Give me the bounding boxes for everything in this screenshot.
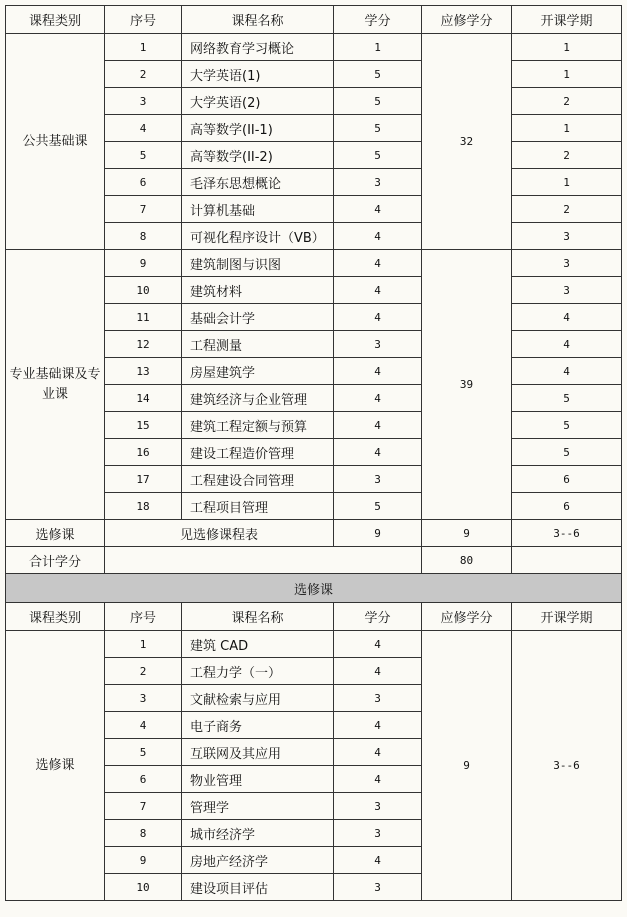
course-number: 11 <box>105 304 182 331</box>
course-credit: 3 <box>334 793 422 820</box>
course-number: 8 <box>105 223 182 250</box>
course-name: 可视化程序设计（VB） <box>182 223 334 250</box>
course-number: 8 <box>105 820 182 847</box>
course-number: 12 <box>105 331 182 358</box>
course-term: 5 <box>512 385 622 412</box>
course-name: 高等数学(II-1) <box>182 115 334 142</box>
column-header: 课程类别 <box>6 603 105 631</box>
course-name: 大学英语(2) <box>182 88 334 115</box>
column-header: 应修学分 <box>422 6 512 34</box>
course-term: 3 <box>512 223 622 250</box>
course-name: 见选修课程表 <box>105 520 334 547</box>
course-credit: 3 <box>334 331 422 358</box>
course-credit: 4 <box>334 658 422 685</box>
course-number: 18 <box>105 493 182 520</box>
course-name: 物业管理 <box>182 766 334 793</box>
course-term: 1 <box>512 34 622 61</box>
column-header: 序号 <box>105 6 182 34</box>
course-credit: 4 <box>334 631 422 658</box>
course-name: 建筑经济与企业管理 <box>182 385 334 412</box>
course-name: 基础会计学 <box>182 304 334 331</box>
course-credit: 9 <box>334 520 422 547</box>
course-category: 专业基础课及专业课 <box>6 250 105 520</box>
course-term: 4 <box>512 358 622 385</box>
course-term: 6 <box>512 493 622 520</box>
course-term: 3 <box>512 250 622 277</box>
course-name: 高等数学(II-2) <box>182 142 334 169</box>
course-name: 建筑材料 <box>182 277 334 304</box>
empty-cell <box>512 547 622 574</box>
course-number: 4 <box>105 115 182 142</box>
course-number: 6 <box>105 766 182 793</box>
header-row <box>6 6 622 34</box>
column-header: 开课学期 <box>512 6 622 34</box>
course-term: 2 <box>512 88 622 115</box>
course-term: 1 <box>512 61 622 88</box>
total-label: 合计学分 <box>6 547 105 574</box>
course-number: 1 <box>105 631 182 658</box>
course-name: 文献检索与应用 <box>182 685 334 712</box>
required-credits: 39 <box>422 250 512 520</box>
course-term: 5 <box>512 439 622 466</box>
course-credit: 4 <box>334 712 422 739</box>
course-credit: 4 <box>334 847 422 874</box>
course-credit: 5 <box>334 493 422 520</box>
course-term: 4 <box>512 304 622 331</box>
course-term: 2 <box>512 142 622 169</box>
section-title-row <box>6 574 622 603</box>
course-credit: 4 <box>334 223 422 250</box>
table-row <box>6 250 622 277</box>
column-header: 学分 <box>334 6 422 34</box>
course-number: 3 <box>105 685 182 712</box>
total-row <box>6 547 622 574</box>
course-name: 工程力学（一） <box>182 658 334 685</box>
course-term: 4 <box>512 331 622 358</box>
header-row <box>6 603 622 631</box>
course-name: 建设工程造价管理 <box>182 439 334 466</box>
course-name: 建筑工程定额与预算 <box>182 412 334 439</box>
course-number: 10 <box>105 277 182 304</box>
course-name: 城市经济学 <box>182 820 334 847</box>
elective-summary-row <box>6 520 622 547</box>
table-row <box>6 631 622 658</box>
course-term: 5 <box>512 412 622 439</box>
table-row <box>6 34 622 61</box>
required-credits: 9 <box>422 631 512 901</box>
section-title: 选修课 <box>6 574 622 603</box>
course-name: 计算机基础 <box>182 196 334 223</box>
course-name: 建筑制图与识图 <box>182 250 334 277</box>
course-number: 9 <box>105 250 182 277</box>
course-number: 5 <box>105 142 182 169</box>
course-number: 14 <box>105 385 182 412</box>
course-credit: 5 <box>334 142 422 169</box>
course-number: 3 <box>105 88 182 115</box>
course-credit: 3 <box>334 685 422 712</box>
course-credit: 4 <box>334 250 422 277</box>
column-header: 开课学期 <box>512 603 622 631</box>
course-term: 1 <box>512 169 622 196</box>
course-number: 6 <box>105 169 182 196</box>
course-number: 4 <box>105 712 182 739</box>
course-term: 1 <box>512 115 622 142</box>
course-name: 工程测量 <box>182 331 334 358</box>
course-name: 房屋建筑学 <box>182 358 334 385</box>
course-credit: 4 <box>334 439 422 466</box>
course-name: 工程建设合同管理 <box>182 466 334 493</box>
course-name: 电子商务 <box>182 712 334 739</box>
course-number: 1 <box>105 34 182 61</box>
course-name: 建筑 CAD <box>182 631 334 658</box>
course-number: 9 <box>105 847 182 874</box>
curriculum-table <box>5 5 622 901</box>
course-credit: 4 <box>334 739 422 766</box>
course-credit: 4 <box>334 196 422 223</box>
course-term: 6 <box>512 466 622 493</box>
course-number: 16 <box>105 439 182 466</box>
course-number: 7 <box>105 793 182 820</box>
course-name: 大学英语(1) <box>182 61 334 88</box>
column-header: 应修学分 <box>422 603 512 631</box>
course-credit: 4 <box>334 385 422 412</box>
course-credit: 5 <box>334 61 422 88</box>
required-credits: 32 <box>422 34 512 250</box>
column-header: 学分 <box>334 603 422 631</box>
course-name: 房地产经济学 <box>182 847 334 874</box>
course-credit: 3 <box>334 874 422 901</box>
column-header: 课程名称 <box>182 603 334 631</box>
course-credit: 4 <box>334 304 422 331</box>
course-number: 2 <box>105 658 182 685</box>
course-category: 选修课 <box>6 520 105 547</box>
total-credits: 80 <box>422 547 512 574</box>
required-credits: 9 <box>422 520 512 547</box>
course-credit: 4 <box>334 766 422 793</box>
course-name: 毛泽东思想概论 <box>182 169 334 196</box>
course-name: 管理学 <box>182 793 334 820</box>
course-credit: 5 <box>334 88 422 115</box>
course-name: 互联网及其应用 <box>182 739 334 766</box>
course-term: 3--6 <box>512 631 622 901</box>
course-credit: 5 <box>334 115 422 142</box>
course-name: 网络教育学习概论 <box>182 34 334 61</box>
course-name: 建设项目评估 <box>182 874 334 901</box>
course-number: 2 <box>105 61 182 88</box>
course-credit: 4 <box>334 358 422 385</box>
course-credit: 1 <box>334 34 422 61</box>
column-header: 课程类别 <box>6 6 105 34</box>
course-term: 3 <box>512 277 622 304</box>
course-name: 工程项目管理 <box>182 493 334 520</box>
column-header: 序号 <box>105 603 182 631</box>
course-number: 15 <box>105 412 182 439</box>
course-number: 13 <box>105 358 182 385</box>
course-number: 10 <box>105 874 182 901</box>
course-number: 17 <box>105 466 182 493</box>
course-term: 3--6 <box>512 520 622 547</box>
course-credit: 3 <box>334 466 422 493</box>
course-credit: 4 <box>334 412 422 439</box>
course-number: 5 <box>105 739 182 766</box>
empty-cell <box>105 547 422 574</box>
course-number: 7 <box>105 196 182 223</box>
course-credit: 3 <box>334 820 422 847</box>
course-term: 2 <box>512 196 622 223</box>
course-category: 公共基础课 <box>6 34 105 250</box>
course-credit: 4 <box>334 277 422 304</box>
course-credit: 3 <box>334 169 422 196</box>
column-header: 课程名称 <box>182 6 334 34</box>
course-category: 选修课 <box>6 631 105 901</box>
